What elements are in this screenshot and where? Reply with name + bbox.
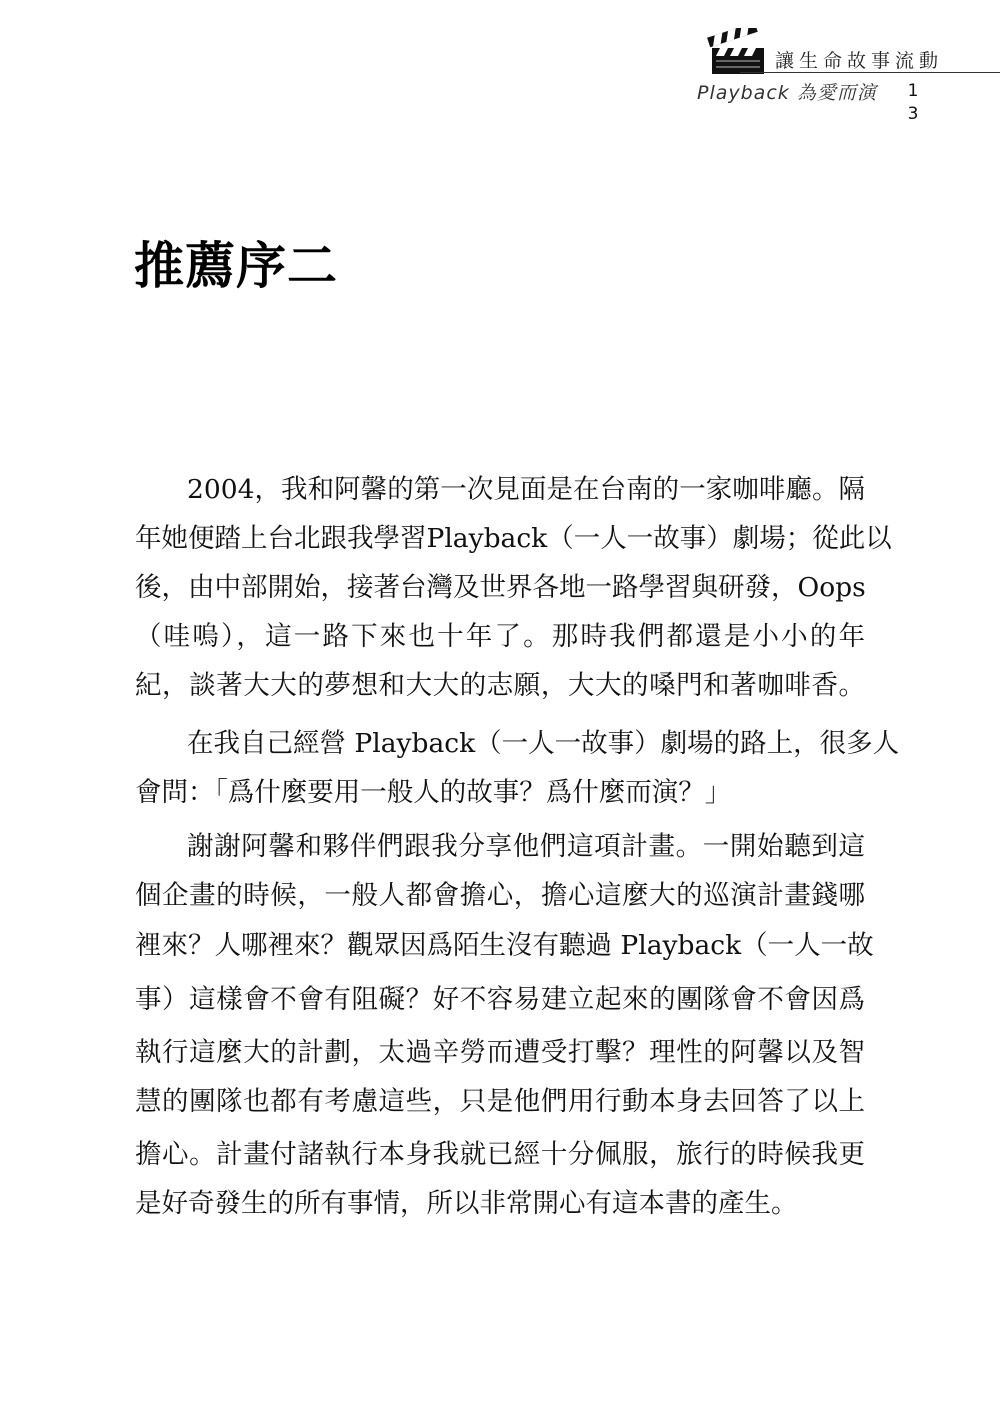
body-line: 2004，我和阿馨的第一次見面是在台南的一家咖啡廳。隔 <box>187 474 865 505</box>
body-line: 紀，談著大大的夢想和大大的志願，大大的嗓門和著咖啡香。 <box>135 670 865 701</box>
body-line: 謝謝阿馨和夥伴們跟我分享他們這項計畫。一開始聽到這 <box>187 831 865 862</box>
body-line: （哇嗚），這一路下來也十年了。那時我們都還是小小的年 <box>135 621 865 652</box>
body-line: 在我自己經營 Playback（一人一故事）劇場的路上，很多人 <box>187 728 900 759</box>
body-line: 後，由中部開始，接著台灣及世界各地一路學習與研發，Oops <box>135 572 866 603</box>
running-header-subtitle: Playback 為愛而演 <box>697 82 877 104</box>
body-line: 年她便踏上台北跟我學習Playback（一人一故事）劇場；從此以 <box>135 523 892 554</box>
body-line: 執行這麼大的計劃，太過辛勞而遭受打擊？理性的阿馨以及智 <box>135 1037 865 1068</box>
page-number-digit-2: 3 <box>907 104 919 124</box>
running-header-title: 讓生命故事流動 <box>775 50 944 72</box>
chapter-title: 推薦序二 <box>134 237 338 295</box>
body-line: 擔心。計畫付諸執行本身我就已經十分佩服，旅行的時候我更 <box>135 1139 865 1170</box>
body-line: 裡來？人哪裡來？觀眾因爲陌生沒有聽過 Playback（一人一故 <box>135 930 874 961</box>
header-rule-divider <box>740 72 1000 73</box>
body-line: 事）這樣會不會有阻礙？好不容易建立起來的團隊會不會因爲 <box>135 984 865 1015</box>
body-line: 個企畫的時候，一般人都會擔心，擔心這麼大的巡演計畫錢哪 <box>135 880 865 911</box>
body-line: 是好奇發生的所有事情，所以非常開心有這本書的產生。 <box>135 1188 798 1219</box>
body-line: 慧的團隊也都有考慮這些，只是他們用行動本身去回答了以上 <box>135 1086 865 1117</box>
film-clapperboard-icon <box>706 28 768 76</box>
body-line: 會問：「爲什麼要用一般人的故事？爲什麼而演？」 <box>135 777 732 808</box>
page-number-digit-1: 1 <box>907 81 919 101</box>
